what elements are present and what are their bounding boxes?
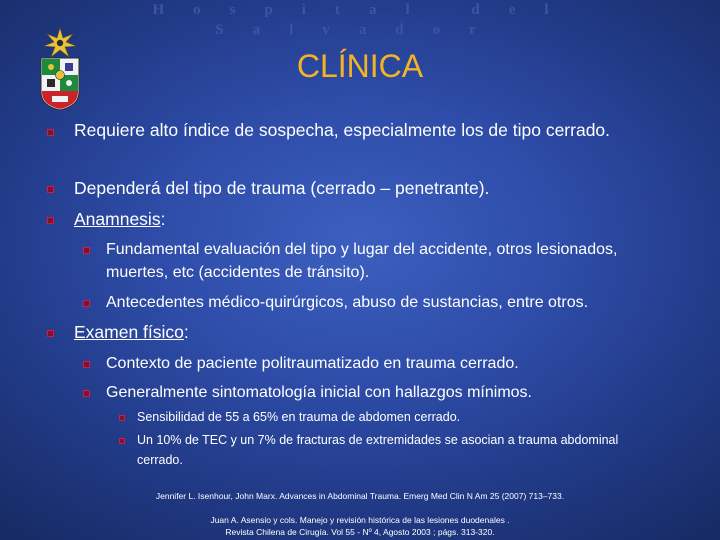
bullet-marker-icon [47, 330, 54, 337]
label-colon: : [160, 209, 166, 229]
bullet-item [74, 175, 694, 201]
bullet-item [74, 319, 674, 345]
sub-bullet-text: Generalmente sintomatología inicial con hallazgos mínimos. [106, 384, 532, 401]
bullet-item [74, 206, 674, 232]
bullet-text: Dependerá del tipo de trauma (cerrado – penetrante). [74, 178, 490, 198]
sub-bullet-text: Antecedentes médico-quirúrgicos, abuso de sustancias, entre otros. [106, 294, 589, 311]
bullet-text: Requiere alto índice de sospecha, especialmente los de tipo cerrado. [74, 120, 611, 140]
sub-sub-bullet-text: Un 10% de TEC y un 7% de fracturas de extremidades se asocian a trauma abdominal cerrado. [137, 433, 619, 467]
sub-bullet-text: Fundamental evaluación del tipo y lugar del accidente, otros lesionados, muertes, etc (accidentes de tránsito). [106, 241, 618, 281]
reference-2-line-2: Revista Chilena de Cirugía. Vol 55 - Nº 4, Agosto 2003 ; págs. 313-320. [225, 527, 495, 537]
bullet-marker-icon [47, 217, 54, 224]
sub-sub-bullet-text: Sensibilidad de 55 a 65% en trauma de abdomen cerrado. [137, 410, 461, 424]
label-colon: : [183, 322, 189, 342]
sub-sub-bullet-item [137, 430, 637, 470]
bullet-marker-icon [47, 186, 54, 193]
bullet-marker-icon [83, 300, 90, 307]
bullet-item [74, 117, 634, 143]
bullet-marker-icon [47, 129, 54, 136]
sub-bullet-item [106, 352, 706, 375]
sub-sub-bullet-item [137, 407, 697, 427]
sub-bullet-item [106, 291, 706, 314]
bullet-marker-icon [119, 415, 125, 421]
bullet-marker-icon [83, 390, 90, 397]
bullet-marker-icon [83, 361, 90, 368]
section-label-examen-fisico: Examen físico [74, 322, 184, 342]
hospital-header: Hospital del Salvador [152, 2, 578, 38]
section-label-anamnesis: Anamnesis [74, 209, 161, 229]
sub-bullet-item [106, 238, 646, 284]
reference-2-line-1: Juan A. Asensio y cols. Manejo y revisión histórica de las lesiones duodenales . [210, 515, 510, 525]
reference-1: Jennifer L. Isenhour, John Marx. Advances in Abdominal Trauma. Emerg Med Clin N Am 25 (2007) 713–733. [155, 491, 565, 501]
sub-bullet-item [106, 381, 706, 404]
sub-bullet-text: Contexto de paciente politraumatizado en trauma cerrado. [106, 355, 519, 372]
bullet-marker-icon [83, 247, 90, 254]
bullet-marker-icon [119, 438, 125, 444]
slide-title: CLÍNICA [296, 48, 424, 84]
